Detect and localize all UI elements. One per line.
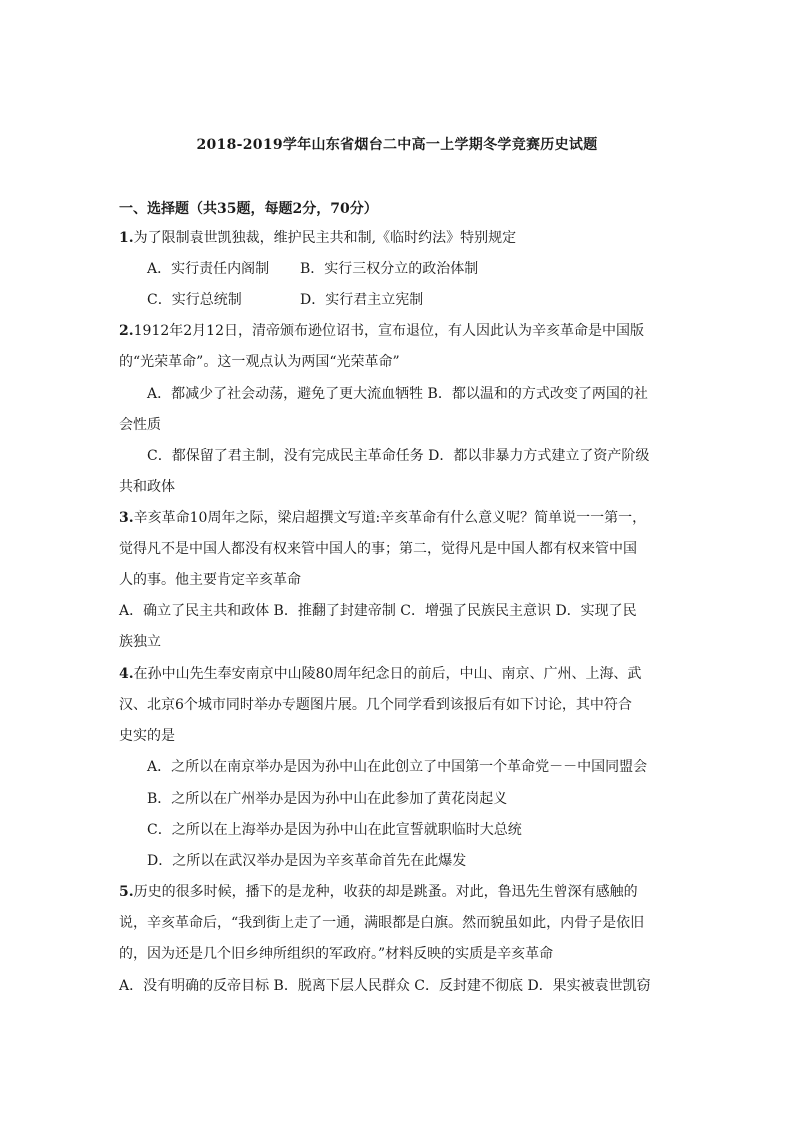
q1-option-a: A．实行责任内阁制 bbox=[147, 261, 270, 277]
question-5-stem-end: 的，因为还是几个旧乡绅所组织的军政府。”材料反映的实质是辛亥革命 bbox=[119, 946, 554, 962]
q5-options: A．没有明确的反帝目标 B．脱离下层人民群众 C．反封建不彻底 D．果实被袁世凯窃 bbox=[119, 978, 651, 994]
question-text: 辛亥革命10周年之际，梁启超撰文写道:辛亥革命有什么意义呢？简单说一一第一， bbox=[133, 510, 647, 526]
question-2-stem-cont: 的“光荣革命”。这一观点认为两国“光荣革命” bbox=[119, 354, 400, 370]
q2-options-ab: A．都减少了社会动荡，避免了更大流血牺牲 B．都以温和的方式改变了两国的社 bbox=[147, 386, 648, 402]
question-5-stem bbox=[119, 882, 638, 902]
q3-options: A．确立了民主共和政体 B．推翻了封建帝制 C．增强了民族民主意识 D．实现了民 bbox=[119, 603, 637, 619]
q3-options-cont: 族独立 bbox=[119, 634, 161, 650]
question-4-stem-end: 史实的是 bbox=[119, 728, 175, 744]
q2-options-cd: C．都保留了君主制，没有完成民主革命任务 D．都以非暴力方式建立了资产阶级 bbox=[147, 448, 650, 464]
q4-option-a: A．之所以在南京举办是因为孙中山在此创立了中国第一个革命党－－中国同盟会 bbox=[147, 759, 648, 775]
question-3-stem-cont: 觉得凡不是中国人都没有权来管中国人的事；第二，觉得凡是中国人都有权来管中国 bbox=[119, 541, 637, 557]
q2-options-cd-cont: 共和政体 bbox=[119, 479, 175, 495]
question-text: 为了限制袁世凯独裁，维护民主共和制,《临时约法》特别规定 bbox=[133, 230, 517, 246]
q1-option-c: C．实行总统制 bbox=[147, 292, 242, 308]
question-number: 1. bbox=[119, 230, 134, 246]
q4-option-d: D．之所以在武汉举办是因为辛亥革命首先在此爆发 bbox=[147, 853, 467, 869]
question-number: 4. bbox=[119, 666, 134, 682]
question-number: 2. bbox=[119, 323, 134, 339]
page-title: 2018-2019学年山东省烟台二中高一上学期冬学竞赛历史试题 bbox=[196, 137, 598, 153]
q1-option-b: B．实行三权分立的政治体制 bbox=[300, 261, 479, 277]
question-text: 1912年2月12日，清帝颁布逊位诏书，宣布退位，有人因此认为辛亥革命是中国版 bbox=[133, 323, 644, 339]
q4-option-c: C．之所以在上海举办是因为孙中山在此宣誓就职临时大总统 bbox=[147, 822, 522, 838]
question-text: 在孙中山先生奉安南京中山陵80周年纪念日的前后，中山、南京、广州、上海、武 bbox=[133, 666, 642, 682]
question-number: 5. bbox=[119, 884, 134, 900]
question-3-stem bbox=[119, 508, 646, 528]
question-3-stem-end: 人的事。他主要肯定辛亥革命 bbox=[119, 572, 301, 588]
question-5-stem-cont: 说，辛亥革命后，“我到街上走了一通，满眼都是白旗。然而貌虽如此，内骨子是依旧 bbox=[119, 915, 645, 931]
question-number: 3. bbox=[119, 510, 134, 526]
question-1-stem bbox=[119, 228, 516, 248]
question-4-stem bbox=[119, 664, 641, 684]
section-heading: 一、选择题（共35题，每题2分，70分） bbox=[119, 201, 378, 217]
question-4-stem-cont: 汉、北京6个城市同时举办专题图片展。几个同学看到该报后有如下讨论，其中符合 bbox=[119, 697, 632, 713]
q4-option-b: B．之所以在广州举办是因为孙中山在此参加了黄花岗起义 bbox=[147, 791, 508, 807]
q2-options-ab-cont: 会性质 bbox=[119, 417, 161, 433]
question-2-stem bbox=[119, 321, 644, 341]
q1-option-d: D．实行君主立宪制 bbox=[300, 292, 424, 308]
question-text: 历史的很多时候，播下的是龙种，收获的却是跳蚤。对此，鲁迅先生曾深有感触的 bbox=[133, 884, 638, 900]
